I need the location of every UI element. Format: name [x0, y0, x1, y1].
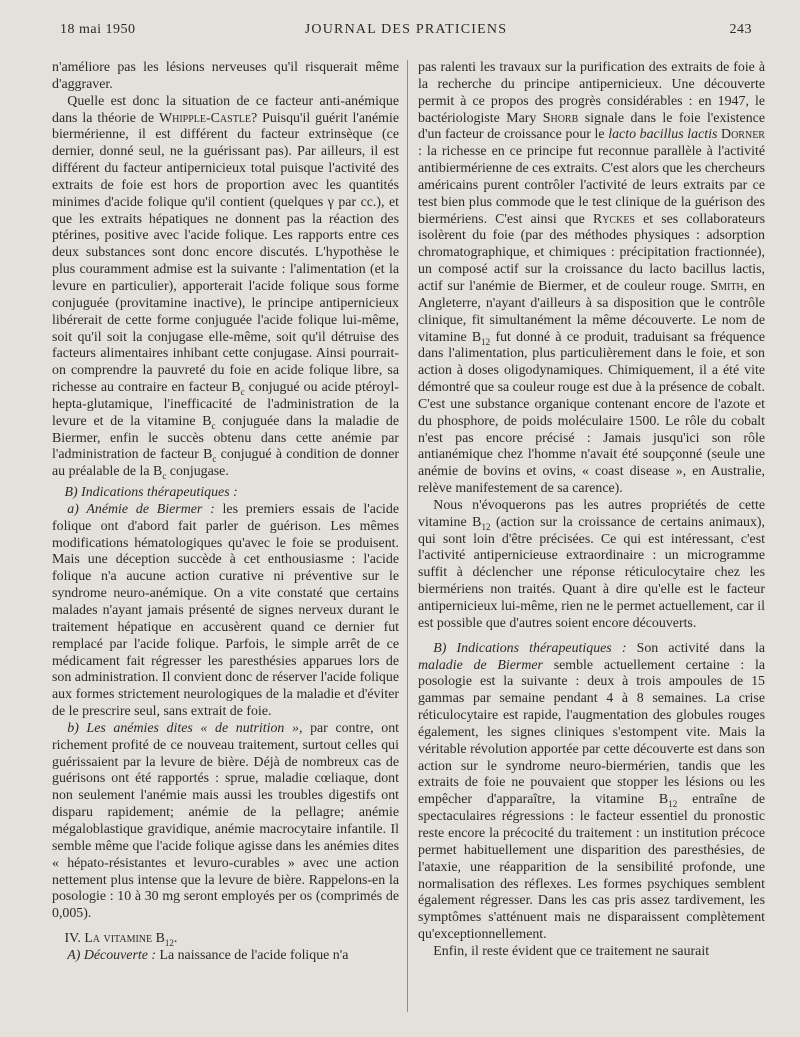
subscript: c	[162, 471, 167, 482]
text-run: pas ralenti les travaux sur la purification des extraits de foie à la recherche du principe antipernicieux. Une découverte permit à ce propos des progrès considérables : en 1947, le bactériologiste Mary	[418, 60, 765, 126]
text-run: conjuguée dans la maladie de Biermer, enfin le succès obtenu dans cette anémie par l'administration de facteur B	[52, 413, 399, 463]
text-run: Son activité dans la	[626, 640, 765, 656]
section-number: IV.	[64, 931, 85, 947]
right-paragraph-properties	[418, 498, 765, 633]
text-run: conjugué ou acide ptéroyl-hepta-glutamique, l'inefficacité de l'administration de la levure et de la vitamine B	[52, 380, 399, 429]
author-name: Shorb	[542, 110, 579, 126]
text-run: , en Angleterre, n'ayant d'ailleurs à sa disposition que le contrôle clinique, fit simultanément la même découverte. Le nom de vitamine B	[418, 278, 765, 345]
section-heading-vitamine-b12	[52, 931, 399, 948]
right-column	[418, 60, 765, 961]
left-column	[52, 60, 399, 965]
paragraph-anemie-biermer	[52, 502, 399, 721]
paragraph-label: B) Indications thérapeutiques :	[433, 640, 627, 656]
author-name: Whipple-Castle	[159, 110, 252, 126]
section-heading-indications	[52, 485, 399, 502]
left-paragraph-situation	[52, 94, 399, 481]
text-run: et ses collaborateurs isolèrent du foie (par des méthodes physiques : adsorption chromatographique, et chimiques : précipitation fractionnée), un composé actif sur la croissance du lacto bacillus lactis, actif sur l'anémie de Biermer, et de couleur rouge.	[418, 211, 765, 294]
text-run: conjugué à condition de donner au préalable de la B	[52, 447, 399, 480]
subscript: 12	[668, 799, 678, 810]
paragraph-label: a) Anémie de Biermer :	[67, 501, 215, 517]
subscript: c	[240, 386, 245, 397]
header-journal-title: JOURNAL DES PRATICIENS	[304, 22, 508, 37]
disease-name: maladie de Biermer	[418, 657, 543, 673]
text-run: : la richesse en ce principe fut reconnue parallèle à l'activité antibiermérienne de ces extraits. C'est alors que les chercheurs américains purent contrôler l'activité de leurs extraits par ce test bien plus commode que le test clinique de la guérison des biermériens. C'est ainsi que	[418, 144, 765, 227]
author-name: Ryckes	[592, 211, 635, 227]
left-paragraph-continued: n'améliore pas les lésions nerveuses qu'il risquerait même d'aggraver.	[52, 60, 399, 92]
text-run: (action sur la croissance de certains animaux), qui sont loin d'être précisées. Ce qui est intéressant, c'est l'activité antipernicieuse extraordinaire : un microgramme suffit à déclencher une réponse réticulocytaire chez les biermériens non traités. Quant à dire qu'elle est le facteur antipernicieux lui-même, rien ne le permet actuellement, car il est possible que d'autres soient encore découverts.	[418, 514, 765, 631]
text-run: entraîne de spectaculaires régressions : le facteur essentiel du pronostic reste encore la précocité du traitement : un institution précoce permet habituellement une disparition des paresthésies, de l'ataxie, une réapparition de la sensibilité profonde, une normalisation des réflexes. Les formes psychiques semblent également régresser. Dans les cas pris assez tardivement, les symptômes s'atténuent mais ne disparaissent complètement qu'exceptionnellement.	[418, 792, 765, 943]
header-date: 18 mai 1950	[60, 22, 136, 37]
column-divider	[407, 60, 408, 1012]
right-paragraph-discovery	[418, 60, 765, 498]
right-paragraph-indications	[418, 641, 765, 944]
text-run: La naissance de l'acide folique n'a	[155, 947, 349, 963]
paragraph-decouverte	[52, 948, 399, 965]
subscript: 12	[164, 937, 174, 948]
header-page-number: 243	[729, 22, 752, 37]
text-run: par contre, ont richement profité de ce nouveau traitement, surtout celles qui guérissaient par la levure de bière. Déjà de nombreux cas de guérisons ont été rapportés : sprue, maladie cœliaque, dont non seulement l'anémie mais aussi les troubles digestifs ont disparu rapidement; anémie de la pellagre; anémie mégaloblastique gravidique, anémie macrocytaire infantile. Il semble même que l'acide folique agisse dans les anémies dites « hépato-résistantes et levuro-curables » avec une action nettement plus intense que la levure de bière. Rappelons-en la posologie : 10 à 30 mg seront employés per os (comprimés de 0,005).	[52, 720, 399, 922]
paragraph-label: A) Découverte :	[67, 947, 156, 963]
subscript: 12	[481, 521, 491, 532]
author-name: Smith	[710, 278, 744, 294]
text-run: signale dans le foie l'existence d'un facteur de croissance pour le	[418, 110, 765, 143]
paragraph-anemies-nutrition	[52, 721, 399, 923]
page-header	[60, 22, 752, 48]
section-title: La vitamine B	[84, 931, 165, 947]
text-run: les premiers essais de l'acide folique ont d'abord fait parler de guérison. Les mêmes modifications hématologiques qu'avec le foie se produisent. Mais une déception succède à cet enthousiasme : l'acide folique n'a aucune action curative ni préventive sur le syndrome neuro-anémique. On a vite constaté que certains malades n'ayant jamais présenté de signes nerveux durant le traitement hépatique en accusèrent quand ce dernier fut remplacé par l'acide folique. Parfois, le simple arrêt de ce médicament fait régresser les paresthésies apparues lors de son administration. Il convient donc de réserver l'acide folique aux formes strictement neurologiques de la maladie et d'éviter de le prescrire seul, sans extrait de foie.	[52, 501, 399, 720]
text-run: fut donné à ce produit, traduisant sa fréquence dans l'alimentation, plus particulièrement dans le foie, et son action à doses oligodynamiques. Chimiquement, il a été vite démontré que sa couleur rouge est due à la présence de cobalt. C'est une substance organique contenant encore de l'azote et du phosphore, de poids moléculaire 1500. Le rôle du cobalt n'est pas encore précisé : Jamais jusqu'ici son rôle antianémique chez l'homme n'avait été soupçonné (seule une anémie de bovins et ovins, « coast disease », en Australie, relève manifestement de sa carence).	[418, 329, 765, 497]
text-run: semble actuellement certaine : la posologie est la suivante : deux à trois ampoules de 15 gammas par semaine pendant 4 à 8 semaines. La crise réticulocytaire est rapide, l'augmentation des globules rouges également, les signes cliniques s'estompent vite. Mais la véritable révolution apportée par cette découverte est dans son action sur le syndrome neuro-biermérien, tandis que les extraits de foie ne pouvaient que stopper les lésions ou les empêcher d'apparaître, la vitamine B	[418, 657, 765, 808]
author-name: Dorner	[721, 127, 765, 143]
subscript: c	[212, 454, 217, 465]
section-heading-text: B) Indications thérapeutiques :	[64, 485, 238, 501]
paragraph-label: b) Les anémies dites « de nutrition »,	[67, 720, 303, 736]
text-run: .	[173, 931, 178, 947]
text-run: Nous n'évoquerons pas les autres propriétés de cette vitamine B	[418, 497, 765, 530]
text-run: conjugase.	[166, 464, 229, 480]
right-paragraph-enfin: Enfin, il reste évident que ce traitement ne saurait	[433, 943, 710, 959]
text-run: Quelle est donc la situation de ce facteur anti-anémique dans la théorie de	[52, 93, 399, 126]
species-name: lacto bacillus lactis	[608, 127, 718, 143]
text-run: ? Puisqu'il guérit l'anémie biermérienne, il est différent du facteur extrinsèque (ce dernier, donné seul, ne la guérissant pas). Par ailleurs, il est différent du facteur antipernicieux total puisque l'activité des extraits de foie est hors de proportion avec les quantités minimes d'acide folique qu'il contient (quelques γ par cc.), et que les extraits hépatiques ne donnent pas la réaction des ptérines, positive avec l'acide folique. Les rapports entre ces deux substances sont donc encore discutés. L'hypothèse le plus couramment admise est la suivante : l'alimentation (et la levure en particulier), apporterait l'acide folique sous forme conjuguée (provitamine inactive), le principe antipernicieux libérerait de cette forme conjuguée l'acide folique lui-même, soit qu'il soit la conjugase elle-même, soit qu'il détruise des facteurs alimentaires inhibant cette conjugase. Ainsi pourrait-on comprendre la pauvreté du foie en acide folique libre, sa richesse au contraire en facteur B	[52, 110, 399, 396]
subscript: 12	[481, 336, 491, 347]
subscript: c	[211, 420, 216, 431]
